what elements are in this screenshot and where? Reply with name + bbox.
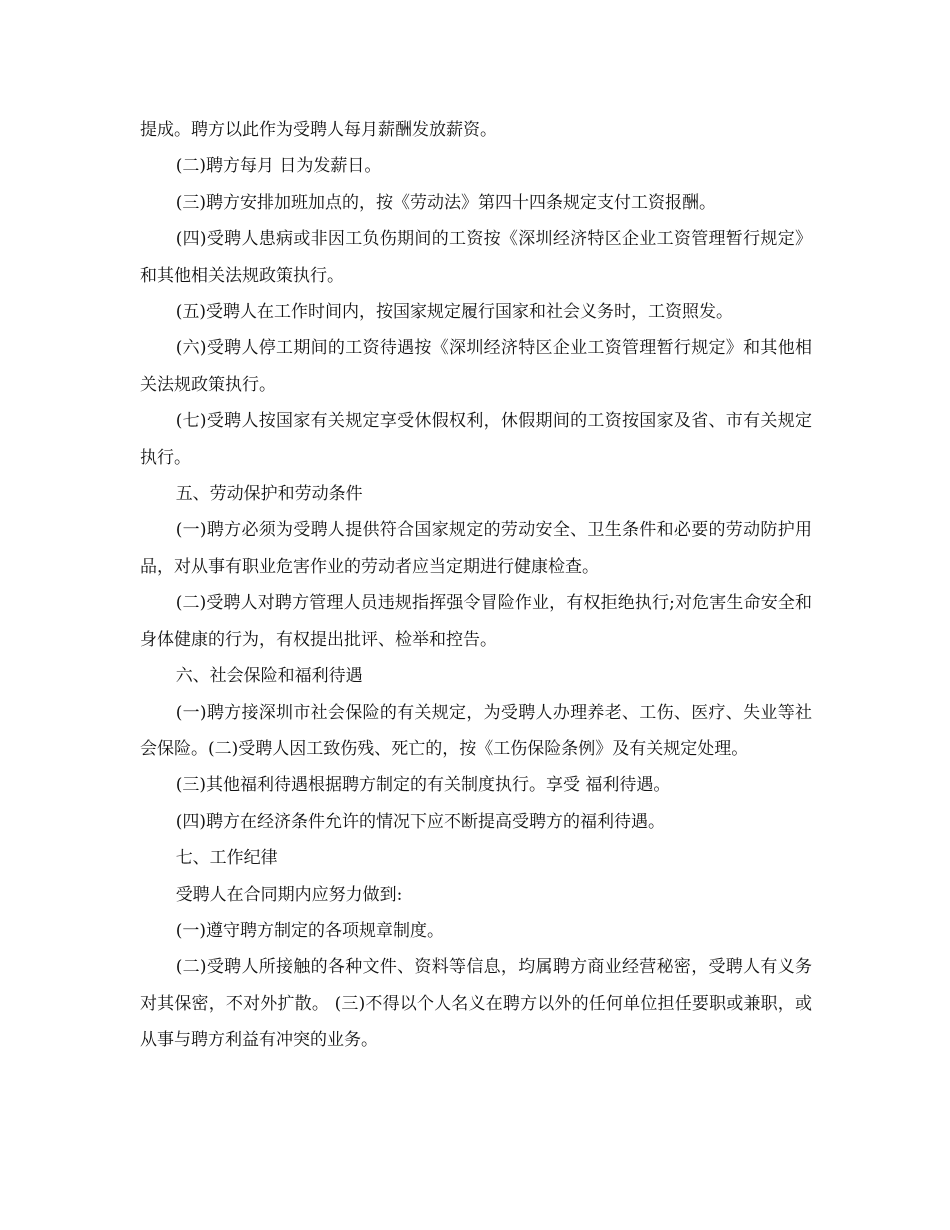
paragraph-other-benefits: (三)其他福利待遇根据聘方制定的有关制度执行。享受 福利待遇。 xyxy=(175,775,671,796)
paragraph-safety-conditions: (一)聘方必须为受聘人提供符合国家规定的劳动安全、卫生条件和必要的劳动防护用品，对从事有职业危害作业的劳动者应当定期进行健康检查。 xyxy=(140,520,812,577)
paragraph-payday: (二)聘方每月 日为发薪日。 xyxy=(175,156,382,177)
paragraph-improve-benefits: (四)聘方在经济条件允许的情况下应不断提高受聘方的福利待遇。 xyxy=(175,811,665,832)
section-heading-labor-protection: 五、劳动保护和劳动条件 xyxy=(175,484,363,505)
paragraph-sick-leave-pay: (四)受聘人患病或非因工负伤期间的工资按《深圳经济特区企业工资管理暂行规定》和其他相关法规政策执行。 xyxy=(140,229,812,286)
paragraph-refuse-risky-work: (二)受聘人对聘方管理人员违规指挥强令冒险作业，有权拒绝执行;对危害生命安全和身体健康的行为，有权提出批评、检举和控告。 xyxy=(140,593,812,650)
paragraph-vacation-pay: (七)受聘人按国家有关规定享受休假权利，休假期间的工资按国家及省、市有关规定执行。 xyxy=(140,411,812,468)
paragraph-discipline-intro: 受聘人在合同期内应努力做到: xyxy=(175,884,403,905)
paragraph-overtime-pay: (三)聘方安排加班加点的，按《劳动法》第四十四条规定支付工资报酬。 xyxy=(175,192,716,213)
paragraph-civic-duty-pay: (五)受聘人在工作时间内，按国家规定履行国家和社会义务时，工资照发。 xyxy=(175,302,733,323)
paragraph-salary-basis: 提成。聘方以此作为受聘人每月薪酬发放薪资。 xyxy=(140,120,497,140)
section-heading-social-insurance: 六、社会保险和福利待遇 xyxy=(175,666,363,687)
section-heading-work-discipline: 七、工作纪律 xyxy=(175,848,278,869)
paragraph-confidentiality: (二)受聘人所接触的各种文件、资料等信息，均属聘方商业经营秘密，受聘人有义务对其保密，不对外扩散。 (三)不得以个人名义在聘方以外的任何单位担任要职或兼职，或从事与聘方利益有冲突的业务。 xyxy=(140,957,812,1051)
paragraph-suspension-pay: (六)受聘人停工期间的工资待遇按《深圳经济特区企业工资管理暂行规定》和其他相关法规政策执行。 xyxy=(140,338,812,395)
paragraph-follow-rules: (一)遵守聘方制定的各项规章制度。 xyxy=(175,920,444,941)
paragraph-social-insurance: (一)聘方接深圳市社会保险的有关规定，为受聘人办理养老、工伤、医疗、失业等社会保险。(二)受聘人因工致伤残、死亡的，按《工伤保险条例》及有关规定处理。 xyxy=(140,702,812,759)
document-body xyxy=(140,112,812,1059)
